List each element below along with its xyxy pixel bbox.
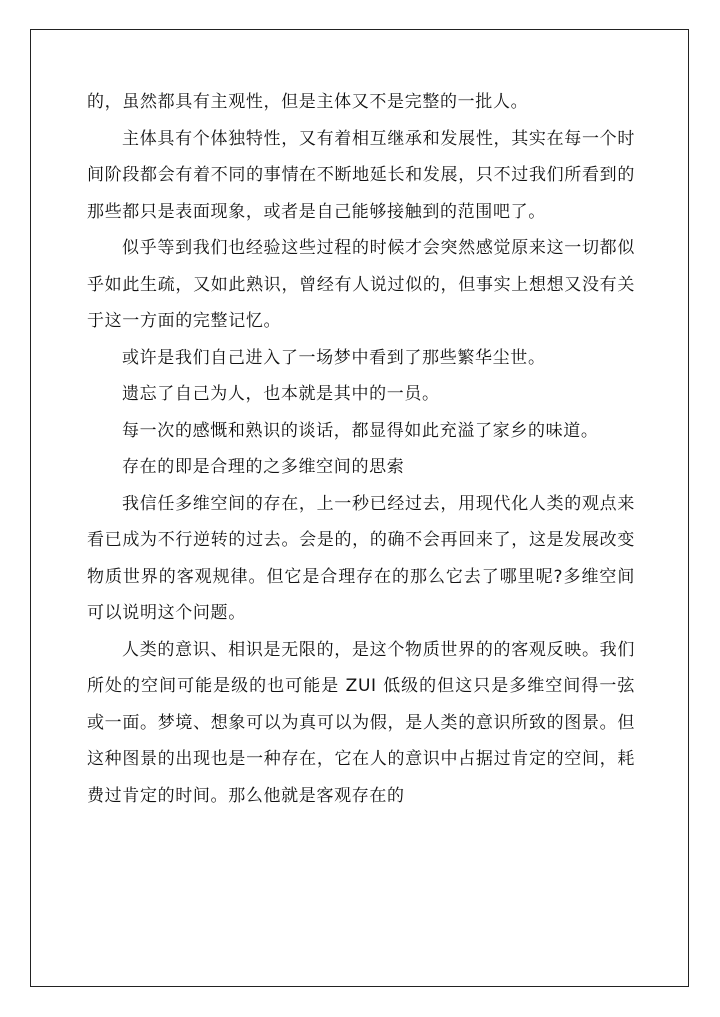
paragraph-1: 的，虽然都具有主观性，但是主体又不是完整的一批人。 xyxy=(87,92,529,112)
paragraph-8: 人类的意识、相识是无限的，是这个物质世界的的客观反映。我们所处的空间可能是级的也可能是 ZUI 低级的但这只是多维空间得一弦或一面。梦境、想象可以为真可以为假，是人类的意识所致的图景。但这种图景的出现也是一种存在，它在人的意识中占据过肯定的空间，耗费过肯定的时间。那么他就是客观存在的 xyxy=(87,639,635,806)
document-body xyxy=(87,84,635,814)
paragraph-4: 或许是我们自己进入了一场梦中看到了那些繁华尘世。 xyxy=(122,347,546,368)
paragraph-2: 主体具有个体独特性，又有着相互继承和发展性，其实在每一个时间阶段都会有着不同的事情在不断地延长和发展，只不过我们所看到的那些都只是表面现象，或者是自己能够接触到的范围吧了。 xyxy=(87,128,635,222)
section-heading: 存在的即是合理的之多维空间的思索 xyxy=(122,457,405,477)
paragraph-7: 我信任多维空间的存在，上一秒已经过去，用现代化人类的观点来看已成为不行逆转的过去。会是的，的确不会再回来了，这是发展改变物质世界的客观规律。但它是合理存在的那么它去了哪里呢?多维空间可以说明这个问题。 xyxy=(87,493,635,623)
paragraph-6: 每一次的感慨和熟识的谈话，都显得如此充溢了家乡的味道。 xyxy=(122,420,599,441)
paragraph-3: 似乎等到我们也经验这些过程的时候才会突然感觉原来这一切都似乎如此生疏，又如此熟识，曾经有人说过似的，但事实上想想又没有关于这一方面的完整记忆。 xyxy=(87,238,635,331)
paragraph-5: 遗忘了自己为人，也本就是其中的一员。 xyxy=(122,384,440,404)
